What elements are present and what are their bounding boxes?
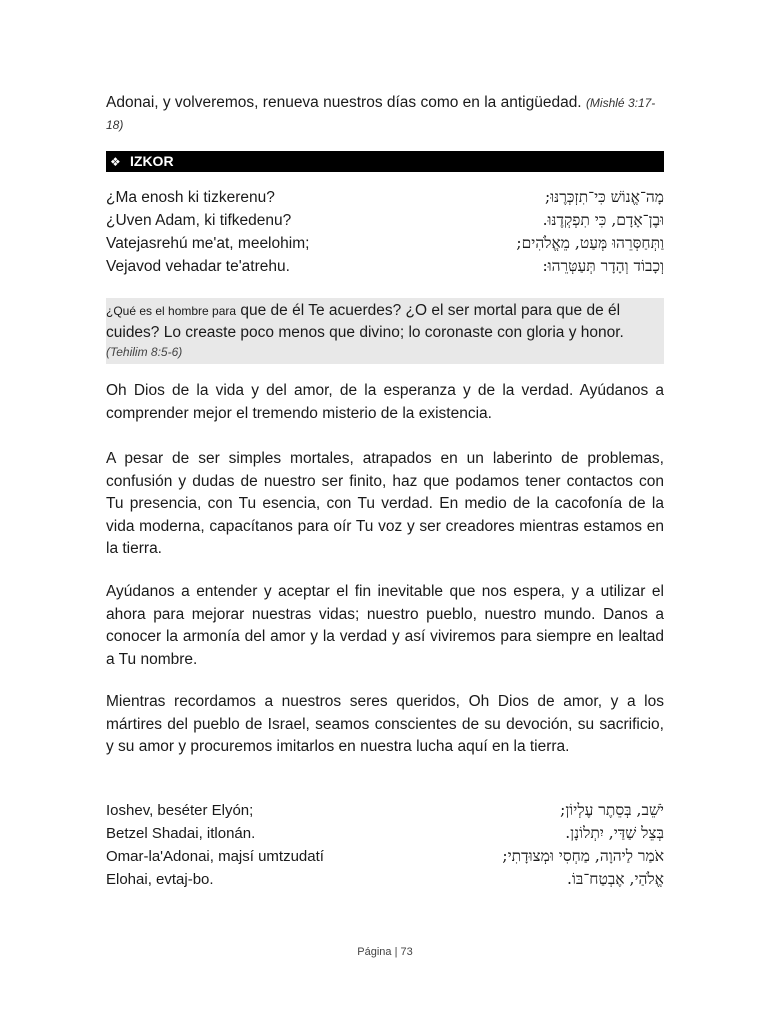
page-footer: Página | 73	[357, 946, 413, 958]
hebrew-text: וַתְּחַסְּרֵהוּ מְּעַט, מֵאֱלֹהִים;	[516, 234, 664, 252]
diamond-bullet-icon: ❖	[110, 155, 121, 169]
prayer-block-2	[106, 799, 664, 891]
body-paragraph: Ayúdanos a entender y aceptar el fin inevitable que nos espera, y a utilizar el ahora para mejorar nuestras vidas; nuestro pueblo, nuestro mundo. Danos a conocer la armonía del amor y la verdad y así viviremos para siempre en lealtad a Tu nombre.	[106, 583, 664, 668]
section-header-bar	[106, 151, 664, 172]
transliteration: Vejavod vehadar te'atrehu.	[106, 258, 290, 275]
intro-text: Adonai, y volveremos, renueva nuestros días como en la antigüedad.	[106, 94, 582, 111]
hebrew-text: אֱלֹהַי, אֶבְטַח־בּוֹ.	[567, 870, 664, 888]
quote-text: que de él Te acuerdes? ¿O el ser mortal para que de él cuides? Lo creaste poco menos que divino; lo coronaste con gloria y honor.	[106, 302, 624, 341]
hebrew-text: יֹשֵׁב, בְּסֵתֶר עֶלְיוֹן;	[560, 801, 664, 819]
hebrew-text: מָה־אֱנוֹשׁ כִּי־תִזְכְּרֶנּוּ;	[544, 188, 664, 206]
prayer-line	[106, 799, 664, 822]
transliteration: ¿Uven Adam, ki tifkedenu?	[106, 212, 292, 229]
transliteration: Omar-la'Adonai, majsí umtzudatí	[106, 848, 324, 865]
prayer-line	[106, 255, 664, 278]
prayer-block-1	[106, 186, 664, 278]
prayer-line	[106, 868, 664, 891]
hebrew-text: וּבֶן־אָדָם, כִּי תִפְקְדֶנּוּ.	[542, 211, 664, 229]
quote-citation: (Tehilim 8:5-6)	[106, 345, 183, 359]
hebrew-text: אֹמַר לַיהוָה, מַחְסִי וּמְצוּדָתִי;	[502, 847, 664, 865]
prayer-line	[106, 209, 664, 232]
prayer-line	[106, 232, 664, 255]
transliteration: Vatejasrehú me'at, meelohim;	[106, 235, 310, 252]
quote-lead: ¿Qué es el hombre para	[106, 304, 237, 318]
intro-verse	[106, 92, 664, 136]
transliteration: Ioshev, beséter Elyón;	[106, 802, 254, 819]
intro-citation: (Mishlé 3:17-18)	[106, 96, 656, 132]
prayer-line	[106, 822, 664, 845]
body-paragraph: A pesar de ser simples mortales, atrapados en un laberinto de problemas, confusión y dudas de nuestro ser finito, haz que podamos tener contactos con Tu presencia, con Tu esencia, con Tu verdad. En medio de la cacofonía de la vida moderna, capacítanos para oír Tu voz y ser creadores mientras estamos en la tierra.	[106, 450, 664, 558]
body-paragraph: Mientras recordamos a nuestros seres queridos, Oh Dios de amor, y a los mártires del pueblo de Israel, seamos conscientes de su devoción, su sacrificio, y su amor y procuremos imitarlos en nuestra lucha aquí en la tierra.	[106, 693, 664, 756]
transliteration: Betzel Shadai, itlonán.	[106, 825, 256, 842]
prayer-line	[106, 186, 664, 209]
hebrew-text: וְכָבוֹד וְהָדָר תְּעַטְּרֵהוּ:	[542, 257, 664, 275]
transliteration: ¿Ma enosh ki tizkerenu?	[106, 189, 275, 206]
body-paragraph: Oh Dios de la vida y del amor, de la esperanza y de la verdad. Ayúdanos a comprender mejor el tremendo misterio de la existencia.	[106, 382, 664, 422]
hebrew-text: בְּצֵל שַׁדַּי, יִתְלוֹנָן.	[565, 824, 664, 842]
transliteration: Elohai, evtaj-bo.	[106, 871, 214, 888]
prayer-line	[106, 845, 664, 868]
translation-quote-box	[106, 298, 664, 364]
section-title: IZKOR	[130, 153, 174, 169]
